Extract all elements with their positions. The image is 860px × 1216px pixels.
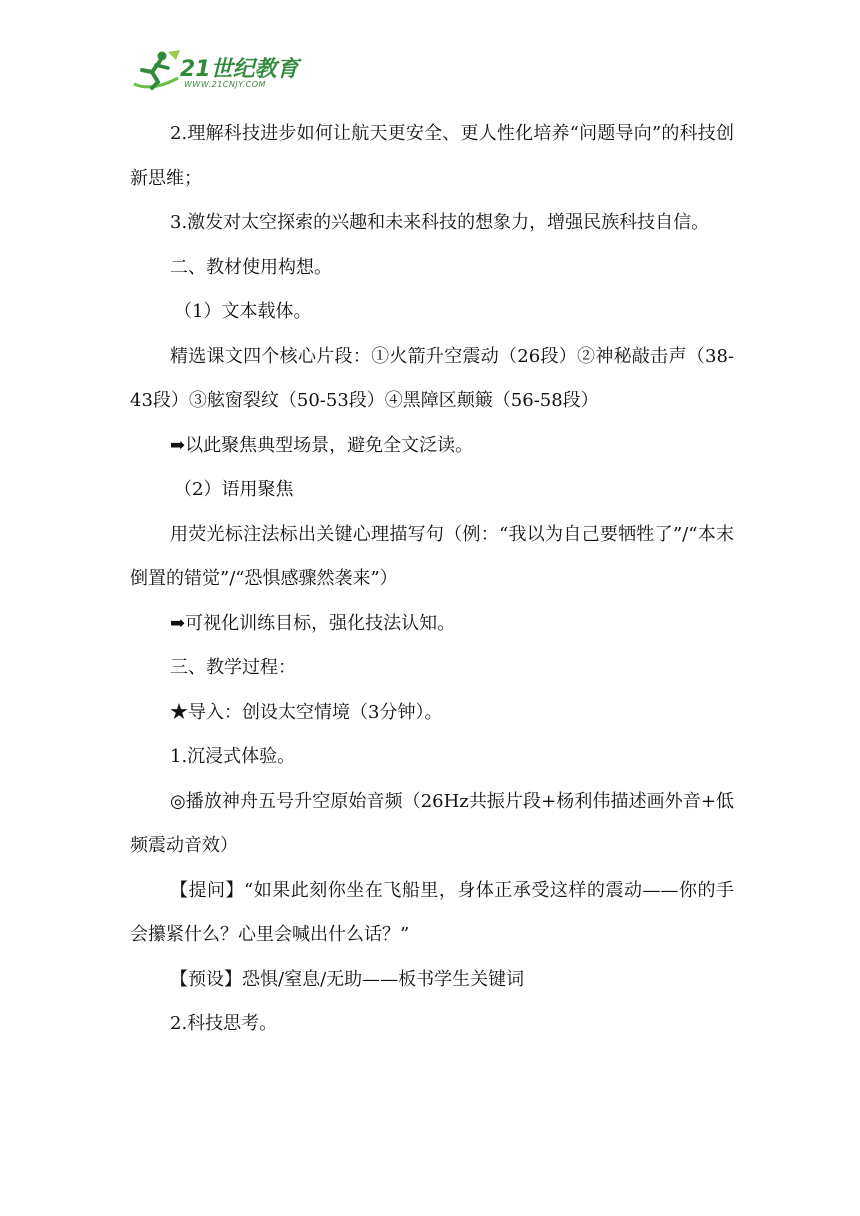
subsection-heading: （1）文本载体。 xyxy=(174,301,312,322)
section-heading: 二、教材使用构想。 xyxy=(170,256,332,278)
logo-url: WWW.21CNJY.COM xyxy=(184,80,266,89)
logo-brand: 21世纪教育 xyxy=(180,57,299,82)
paragraph: ➡可视化训练目标，强化技法认知。 xyxy=(170,612,456,634)
logo xyxy=(132,48,312,94)
document-body xyxy=(130,112,734,1047)
paragraph: ★导入：创设太空情境（3分钟）。 xyxy=(170,701,443,723)
paragraph: 2.理解科技进步如何让航天更安全、更人性化培养“问题导向”的科技创新思维； xyxy=(130,123,734,189)
paragraph: 【提问】“如果此刻你坐在飞船里，身体正承受这样的震动——你的手会攥紧什么？心里会喊出什么话？” xyxy=(130,879,734,945)
paragraph: 2.科技思考。 xyxy=(170,1013,278,1034)
paragraph: 1.沉浸式体验。 xyxy=(170,746,296,767)
paragraph: 精选课文四个核心片段：①火箭升空震动（26段）②神秘敲击声（38-43段）③舷窗裂纹（50-53段）④黑障区颠簸（56-58段） xyxy=(130,345,734,411)
paragraph: 【预设】恐惧/窒息/无助——板书学生关键词 xyxy=(170,968,525,990)
paragraph: 3.激发对太空探索的兴趣和未来科技的想象力，增强民族科技自信。 xyxy=(170,212,710,233)
section-heading: 三、教学过程： xyxy=(170,657,296,678)
running-figure-icon xyxy=(132,48,182,94)
paragraph: ➡以此聚焦典型场景，避免全文泛读。 xyxy=(170,434,474,456)
paragraph: ◎播放神舟五号升空原始音频（26Hz共振片段+杨利伟描述画外音+低频震动音效） xyxy=(130,790,734,856)
subsection-heading: （2）语用聚焦 xyxy=(174,479,294,500)
paragraph: 用荧光标注法标出关键心理描写句（例：“我以为自己要牺牲了”/“本末倒置的错觉”/“恐惧感骤然袭来”） xyxy=(130,523,734,589)
